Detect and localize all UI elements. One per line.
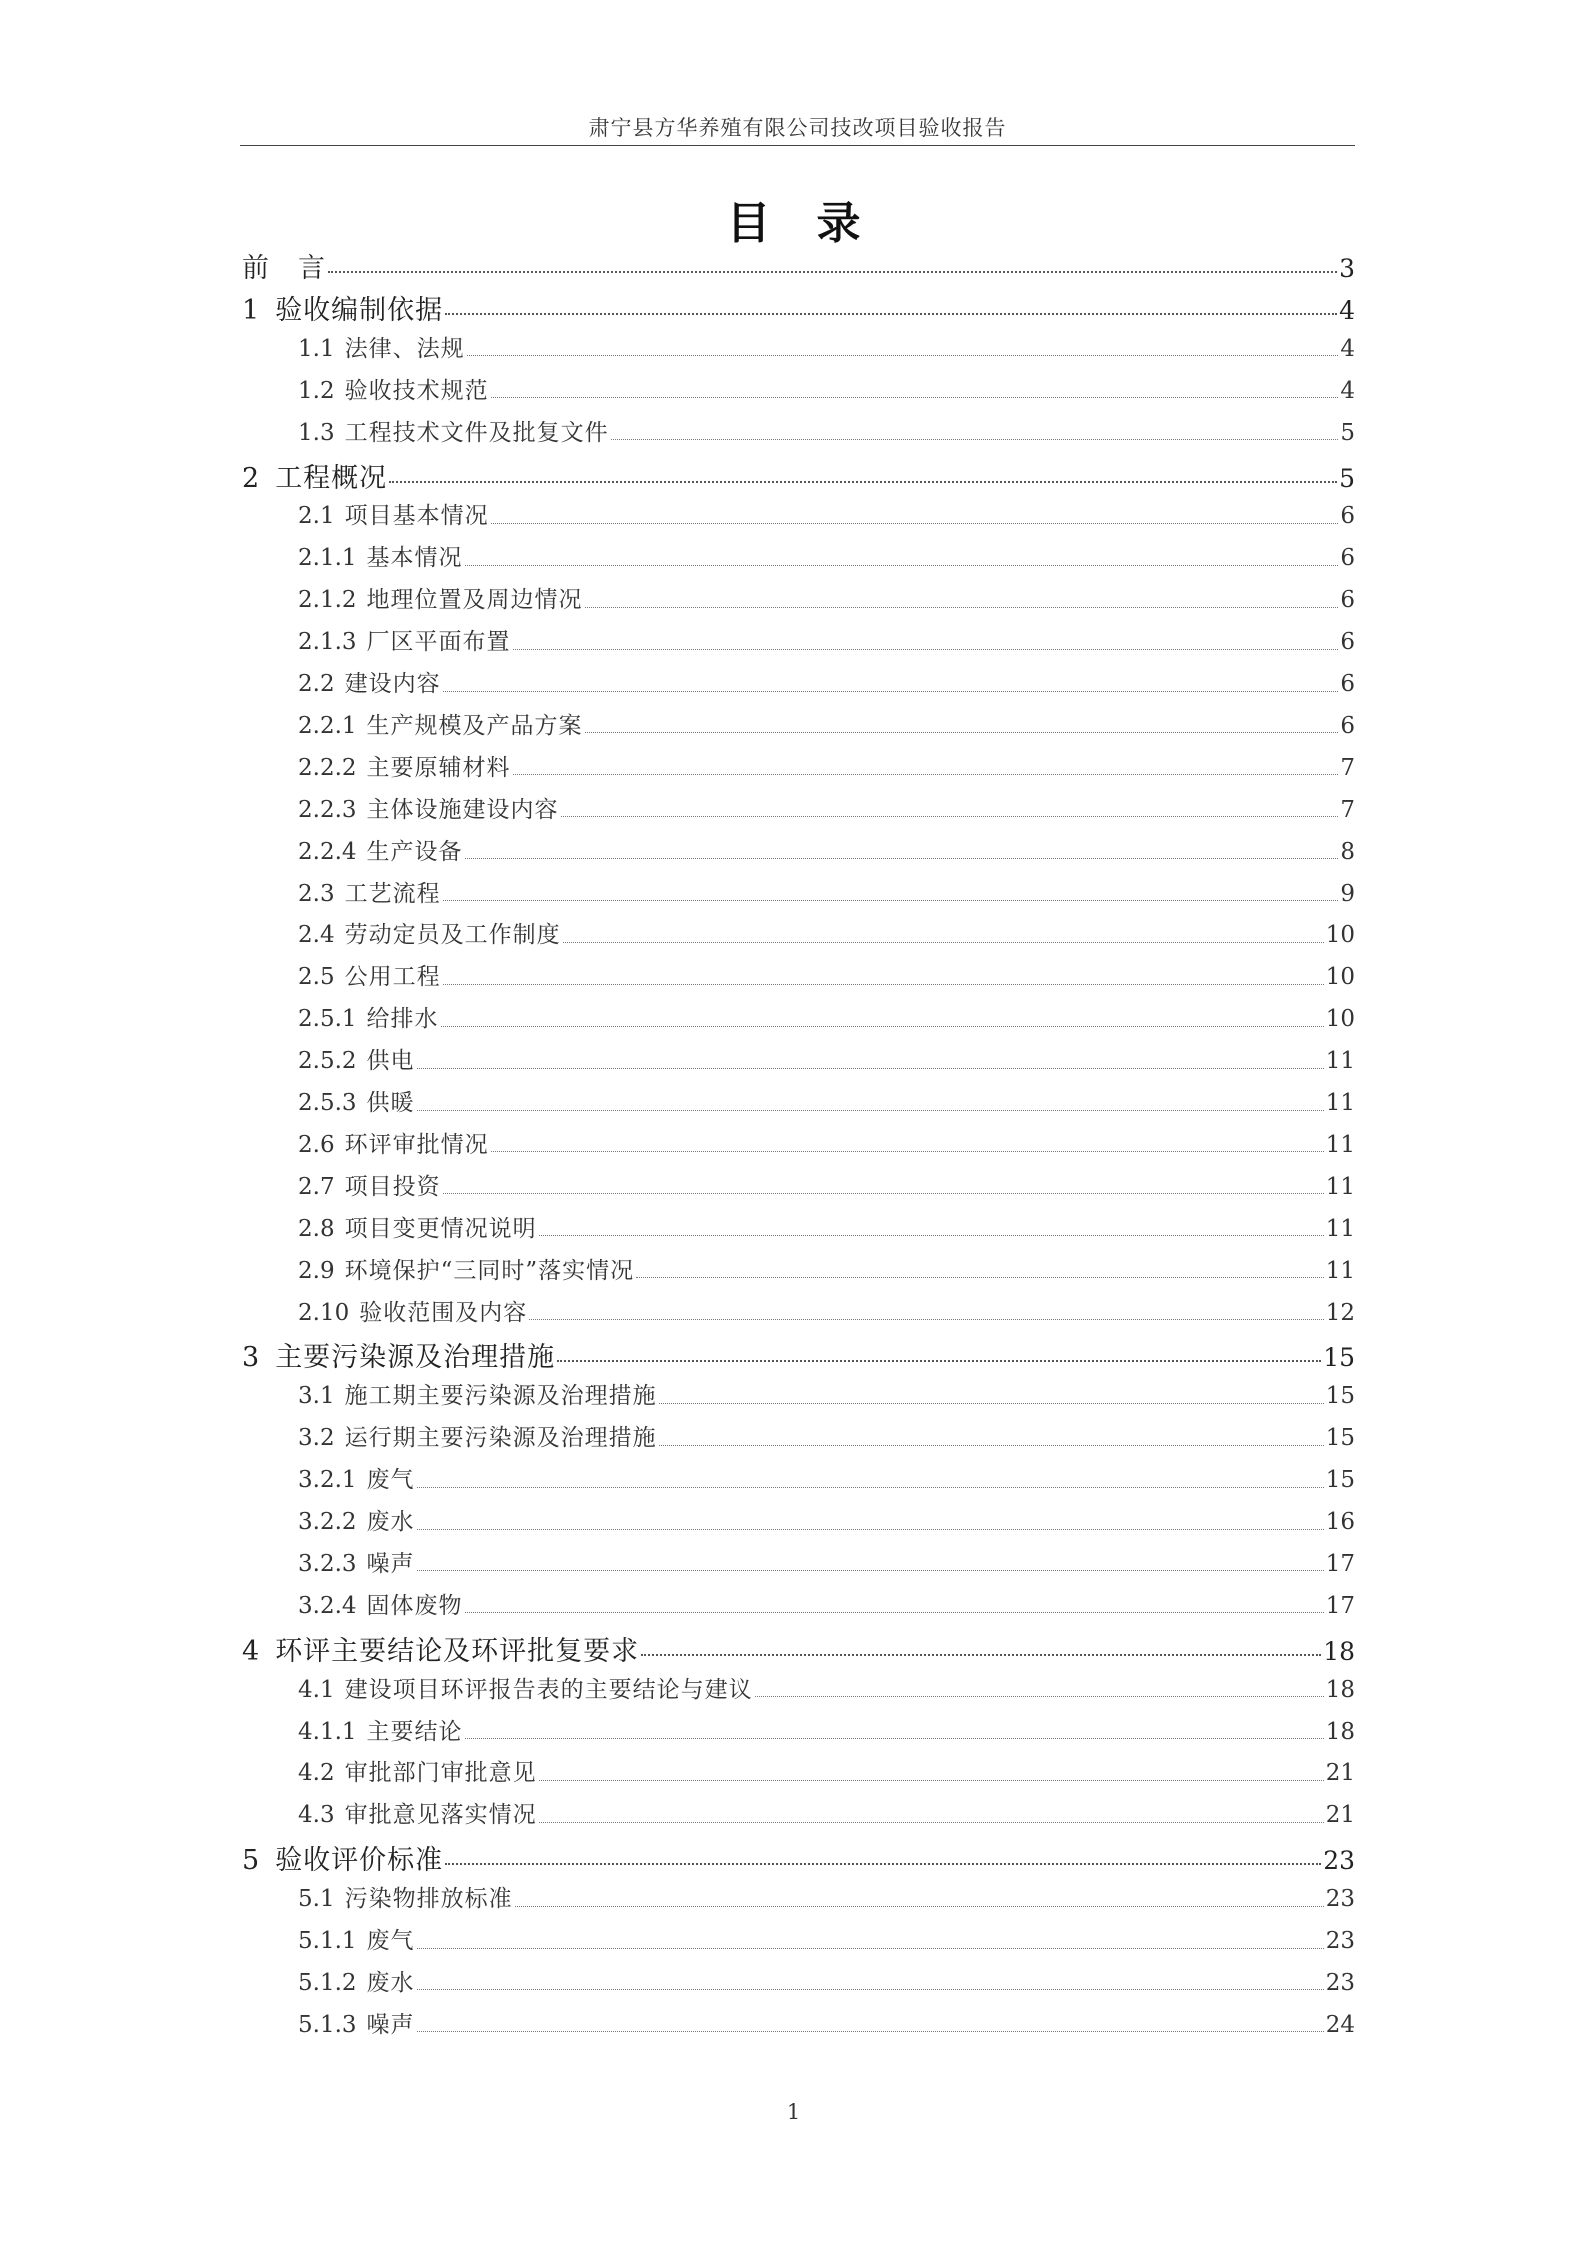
toc-dot-leader	[465, 1612, 1324, 1613]
toc-entry-title: 项目基本情况	[344, 503, 489, 530]
toc-entry-number: 3.2.4	[298, 1592, 357, 1619]
toc-entry-number: 5	[242, 1845, 260, 1877]
toc-entry[interactable]	[242, 1629, 1355, 1665]
toc-entry[interactable]	[298, 1000, 1355, 1036]
toc-entry-page: 11	[1325, 1048, 1355, 1075]
toc-entry-page: 16	[1325, 1509, 1355, 1535]
toc-entry[interactable]	[298, 1754, 1355, 1790]
toc-entry-title: 劳动定员及工作制度	[344, 922, 561, 949]
toc-title-second-char: 录	[816, 198, 861, 249]
toc-entry-number: 4.3	[298, 1802, 335, 1829]
toc-entry-page: 4	[1340, 335, 1355, 362]
toc-entry[interactable]	[298, 791, 1355, 827]
toc-entry-number: 2.2	[298, 671, 335, 697]
toc-dot-leader	[417, 1487, 1324, 1488]
toc-entry-page: 23	[1323, 1846, 1355, 1876]
toc-entry-title: 验收评价标准	[275, 1845, 444, 1877]
toc-entry-number: 3.2	[298, 1425, 335, 1452]
toc-dot-leader	[465, 1738, 1324, 1739]
toc-entry-page: 8	[1340, 838, 1355, 865]
toc-entry-title: 固体废物	[366, 1592, 463, 1619]
toc-entry-number: 2.5.3	[298, 1090, 357, 1116]
toc-dot-leader	[443, 984, 1324, 985]
toc-entry[interactable]	[298, 665, 1355, 701]
toc-entry-title: 公用工程	[344, 964, 441, 991]
toc-entry-title: 生产规模及产品方案	[366, 712, 583, 739]
toc-dot-leader	[491, 397, 1339, 398]
toc-entry-page: 10	[1325, 964, 1355, 991]
toc-entry[interactable]	[298, 1461, 1355, 1497]
toc-entry-title: 项目变更情况说明	[344, 1215, 537, 1242]
toc-entry-page: 7	[1340, 796, 1355, 823]
toc-entry-title: 工程技术文件及批复文件	[344, 419, 609, 446]
toc-entry-number: 2.2.1	[298, 712, 357, 739]
toc-dot-leader	[417, 2031, 1324, 2032]
toc-entry-title: 施工期主要污染源及治理措施	[344, 1383, 657, 1410]
toc-entry[interactable]	[298, 1964, 1355, 2000]
toc-entry[interactable]	[298, 1210, 1355, 1246]
toc-entry-page: 12	[1325, 1299, 1355, 1326]
toc-entry[interactable]	[298, 1880, 1355, 1916]
toc-entry[interactable]	[298, 1796, 1355, 1832]
toc-dot-leader	[515, 1906, 1324, 1907]
toc-entry-title: 基本情况	[366, 545, 463, 572]
toc-entry-number: 3.2.3	[298, 1550, 357, 1577]
toc-entry-number: 2.3	[298, 880, 335, 907]
toc-dot-leader	[611, 439, 1339, 440]
toc-entry-title: 验收编制依据	[275, 294, 444, 326]
toc-entry-number: 2	[242, 462, 260, 494]
toc-entry[interactable]	[298, 1922, 1355, 1958]
toc-entry-page: 5	[1339, 463, 1355, 493]
toc-entry[interactable]	[298, 1671, 1355, 1707]
toc-dot-leader	[443, 691, 1339, 692]
toc-entry[interactable]	[242, 288, 1355, 324]
toc-entry-page: 10	[1325, 1006, 1355, 1033]
toc-entry-title: 环境保护“三同时”落实情况	[344, 1257, 635, 1284]
toc-entry-page: 11	[1325, 1090, 1355, 1116]
toc-entry[interactable]	[298, 833, 1355, 869]
toc-entry-number: 2.2.3	[298, 796, 357, 823]
toc-entry-title: 运行期主要污染源及治理措施	[344, 1425, 657, 1452]
toc-entry-title: 审批部门审批意见	[344, 1760, 537, 1787]
toc-entry-page: 10	[1325, 922, 1355, 949]
toc-entry-number: 5.1.1	[298, 1928, 357, 1954]
toc-dot-leader	[389, 481, 1337, 483]
toc-entry-number: 2.5	[298, 964, 335, 991]
toc-entry-page: 18	[1325, 1718, 1355, 1745]
toc-entry[interactable]	[298, 958, 1355, 994]
toc-dot-leader	[417, 1529, 1324, 1530]
toc-dot-leader	[467, 355, 1339, 356]
toc-entry-number: 1	[242, 294, 260, 326]
toc-title-first-char: 目	[726, 198, 771, 249]
toc-dot-leader	[443, 900, 1339, 901]
toc-dot-leader	[491, 1151, 1324, 1152]
toc-entry[interactable]	[298, 1419, 1355, 1455]
toc-dot-leader	[445, 313, 1337, 315]
toc-entry-page: 23	[1325, 1886, 1355, 1913]
toc-entry-title: 噪声	[366, 1550, 415, 1577]
toc-entry[interactable]	[298, 1042, 1355, 1078]
toc-entry-number: 2.9	[298, 1257, 335, 1284]
toc-dot-leader	[659, 1403, 1324, 1404]
toc-entry-number: 1.1	[298, 335, 335, 362]
toc-entry-page: 15	[1325, 1425, 1355, 1452]
toc-entry-title: 废水	[366, 1509, 415, 1535]
toc-entry-page: 15	[1325, 1467, 1355, 1494]
toc-entry-title: 供电	[366, 1048, 415, 1075]
toc-dot-leader	[465, 565, 1339, 566]
toc-title	[0, 187, 1587, 251]
toc-entry-page: 11	[1325, 1257, 1355, 1284]
toc-entry-number: 3.2.1	[298, 1467, 357, 1494]
toc-entry-number: 1.3	[298, 419, 335, 446]
toc-entry-number: 4	[242, 1635, 260, 1667]
toc-entry-number: 2.10	[298, 1299, 350, 1326]
toc-entry[interactable]	[298, 2006, 1355, 2042]
toc-entry-title: 建设项目环评报告表的主要结论与建议	[344, 1676, 753, 1703]
toc-entry-number: 4.1.1	[298, 1718, 357, 1745]
toc-entry-title: 项目投资	[344, 1173, 441, 1200]
toc-entry-title: 主要原辅材料	[366, 754, 511, 781]
toc-entry-page: 6	[1340, 712, 1355, 739]
toc-entry[interactable]	[298, 1084, 1355, 1120]
toc-entry[interactable]	[298, 875, 1355, 911]
toc-entry[interactable]	[242, 1838, 1355, 1877]
toc-entry-page: 11	[1325, 1131, 1355, 1158]
toc-dot-leader	[539, 1235, 1324, 1236]
toc-entry-title: 供暖	[366, 1090, 415, 1116]
toc-dot-leader	[417, 1068, 1324, 1069]
toc-entry[interactable]	[298, 539, 1355, 575]
toc-entry-title: 主体设施建设内容	[366, 796, 559, 823]
toc-entry[interactable]	[298, 414, 1355, 450]
toc-dot-leader	[563, 942, 1324, 943]
toc-dot-leader	[659, 1445, 1324, 1446]
toc-entry-number: 2.1.2	[298, 587, 357, 614]
header-rule	[240, 145, 1355, 146]
toc-entry-page: 5	[1340, 419, 1355, 446]
toc-entry-title: 噪声	[366, 2011, 415, 2038]
toc-entry[interactable]	[298, 497, 1355, 533]
toc-entry-title: 污染物排放标准	[344, 1886, 513, 1913]
toc-entry[interactable]	[298, 1587, 1355, 1623]
toc-entry-number: 2.2.2	[298, 754, 357, 781]
toc-entry[interactable]	[298, 1252, 1355, 1288]
toc-dot-leader	[417, 1948, 1324, 1949]
toc-dot-leader	[539, 1822, 1324, 1823]
toc-entry-number: 4.2	[298, 1760, 335, 1787]
toc-entry-title: 主要结论	[366, 1718, 463, 1745]
toc-entry-number: 3.2.2	[298, 1509, 357, 1535]
toc-entry-number: 3	[242, 1342, 260, 1374]
toc-entry-number: 2.8	[298, 1215, 335, 1242]
toc-dot-leader	[585, 607, 1339, 608]
toc-entry-title: 验收范围及内容	[359, 1299, 528, 1326]
toc-entry-number: 2.4	[298, 922, 335, 949]
toc-entry-title: 废水	[366, 1969, 415, 1996]
toc-dot-leader	[443, 1193, 1324, 1194]
toc-entry-title: 法律、法规	[344, 335, 465, 362]
toc-entry-number: 2.2.4	[298, 838, 357, 865]
toc-entry-page: 21	[1325, 1802, 1355, 1829]
toc-entry[interactable]	[242, 1335, 1355, 1374]
toc-entry[interactable]	[298, 623, 1355, 659]
toc-dot-leader	[636, 1277, 1324, 1278]
toc-entry-page: 9	[1340, 880, 1355, 907]
toc-entry-title: 前 言	[242, 253, 326, 284]
toc-entry[interactable]	[298, 1713, 1355, 1749]
toc-entry[interactable]	[298, 372, 1355, 408]
toc-entry[interactable]	[242, 456, 1355, 492]
toc-entry-page: 17	[1325, 1592, 1355, 1619]
toc-entry-page: 6	[1340, 545, 1355, 572]
toc-entry-page: 18	[1325, 1676, 1355, 1703]
toc-entry-page: 11	[1325, 1215, 1355, 1242]
toc-dot-leader	[328, 271, 1337, 273]
toc-entry[interactable]	[298, 749, 1355, 785]
toc-entry-title: 生产设备	[366, 838, 463, 865]
toc-entry-number: 1.2	[298, 377, 335, 404]
toc-dot-leader	[417, 1989, 1324, 1990]
toc-dot-leader	[417, 1110, 1324, 1111]
toc-entry[interactable]	[298, 1503, 1355, 1539]
toc-dot-leader	[513, 649, 1339, 650]
toc-entry-number: 5.1.3	[298, 2011, 357, 2038]
toc-entry-number: 5.1	[298, 1886, 335, 1913]
toc-entry-page: 23	[1325, 1969, 1355, 1996]
toc-dot-leader	[441, 1026, 1324, 1027]
toc-entry-page: 23	[1325, 1928, 1355, 1954]
toc-dot-leader	[529, 1319, 1324, 1320]
toc-entry-title: 废气	[366, 1467, 415, 1494]
toc-entry-title: 验收技术规范	[344, 377, 489, 404]
toc-entry-number: 5.1.2	[298, 1969, 357, 1996]
toc-entry-title: 废气	[366, 1928, 415, 1954]
toc-entry[interactable]	[298, 707, 1355, 743]
toc-dot-leader	[641, 1654, 1321, 1656]
toc-entry-page: 18	[1323, 1636, 1355, 1666]
toc-entry-title: 审批意见落实情况	[344, 1802, 537, 1829]
toc-entry[interactable]	[298, 1168, 1355, 1204]
toc-entry-page: 3	[1339, 254, 1355, 283]
toc-entry-page: 17	[1325, 1550, 1355, 1577]
toc-entry-page: 24	[1325, 2011, 1355, 2038]
toc-entry-page: 6	[1340, 587, 1355, 614]
running-header: 肃宁县方华养殖有限公司技改项目验收报告	[588, 116, 1007, 140]
toc-entry-page: 21	[1325, 1760, 1355, 1787]
toc-dot-leader	[557, 1360, 1321, 1362]
toc-entry-page: 6	[1340, 629, 1355, 656]
toc-entry[interactable]	[242, 246, 1355, 282]
toc-entry-page: 6	[1340, 503, 1355, 530]
toc-dot-leader	[465, 858, 1339, 859]
toc-entry-page: 15	[1325, 1383, 1355, 1410]
toc-dot-leader	[417, 1570, 1324, 1571]
toc-entry-title: 工艺流程	[344, 880, 441, 907]
toc-dot-leader	[561, 816, 1339, 817]
toc-entry-title: 地理位置及周边情况	[366, 587, 583, 614]
toc-dot-leader	[585, 732, 1339, 733]
toc-entry-title: 环评审批情况	[344, 1131, 489, 1158]
toc-dot-leader	[491, 523, 1339, 524]
toc-entry-title: 厂区平面布置	[366, 629, 511, 656]
toc-entry-page: 11	[1325, 1173, 1355, 1200]
toc-entry-page: 7	[1340, 754, 1355, 781]
toc-entry-number: 3.1	[298, 1383, 335, 1410]
toc-entry-title: 给排水	[366, 1006, 439, 1033]
toc-dot-leader	[755, 1696, 1324, 1697]
toc-entry-page: 6	[1340, 671, 1355, 697]
page-number: 1	[786, 2100, 801, 2124]
toc-entry-number: 2.1	[298, 503, 335, 530]
toc-entry-number: 2.5.2	[298, 1048, 357, 1075]
toc-entry-number: 2.1.1	[298, 545, 357, 572]
toc-entry[interactable]	[298, 1126, 1355, 1162]
toc-entry-title: 环评主要结论及环评批复要求	[275, 1635, 640, 1667]
toc-entry[interactable]	[298, 1294, 1355, 1330]
toc-entry-page: 4	[1340, 377, 1355, 404]
toc-entry-number: 2.5.1	[298, 1006, 357, 1033]
toc-entry-number: 2.6	[298, 1131, 335, 1158]
toc-entry-title: 主要污染源及治理措施	[275, 1342, 556, 1374]
toc-dot-leader	[445, 1863, 1321, 1865]
toc-entry[interactable]	[298, 916, 1355, 952]
toc-entry[interactable]	[298, 581, 1355, 617]
toc-entry[interactable]	[298, 330, 1355, 366]
toc-entry[interactable]	[298, 1545, 1355, 1581]
toc-dot-leader	[539, 1780, 1324, 1781]
toc-entry-page: 4	[1339, 295, 1355, 325]
toc-entry-page: 15	[1323, 1343, 1355, 1373]
toc-entry-number: 4.1	[298, 1676, 335, 1703]
toc-entry-number: 2.1.3	[298, 629, 357, 656]
toc-entry[interactable]	[298, 1377, 1355, 1413]
toc-entry-number: 2.7	[298, 1173, 335, 1200]
toc-entry-title: 建设内容	[344, 671, 441, 697]
toc-entry-title: 工程概况	[275, 462, 388, 494]
toc-dot-leader	[513, 774, 1339, 775]
